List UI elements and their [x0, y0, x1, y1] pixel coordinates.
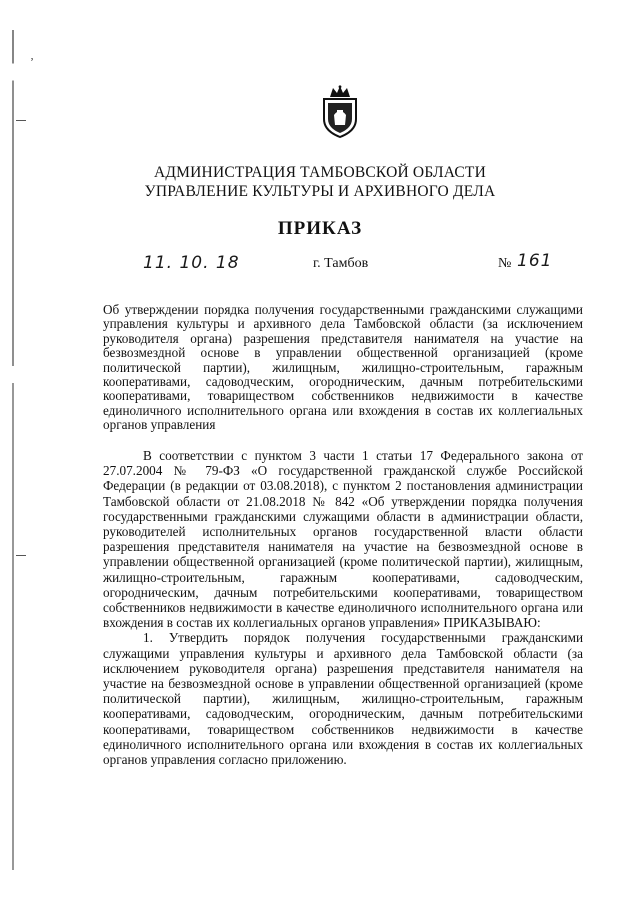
- body-paragraph-preamble: В соответствии с пунктом 3 части 1 статьи 17 Федерального закона от 27.07.2004 № 79-ФЗ «О государственной гражданской службе Российской Федерации (в редакции от 03.08.2018), с пунктом 2 постановления администрации Тамбовской области от 21.08.2018 № 842 «Об утверждении порядка получения государственными гражданскими служащими области в администрации области, руководителей исполнительных органов государственной власти области разрешения представителя нанимателя на участие на безвозмездной основе в управлении общественной организацией (кроме политической партии), жилищным, жилищно-строительным, гаражным кооперативами, садоводческим, огородническим, дачным потребительскими кооперативами, товариществом собственников недвижимости в качестве единоличного исполнительного органа или вхождения в состав их коллегиальных органов управления» ПРИКАЗЫВАЮ:: [103, 448, 583, 631]
- document-subject: Об утверждении порядка получения государственными гражданскими служащими управления культуры и архивного дела Тамбовской области (за исключением руководителя органа) разрешения представителя нанимателя на участие на безвозмездной основе в управлении общественной организацией (кроме политической партии), жилищным, жилищно-строительным, гаражным кооперативами, садоводческим, огородническим, дачным потребительскими кооперативами, товариществом собственников недвижимости в качестве единоличного исполнительного органа или вхождения в состав их коллегиальных органов управления: [103, 302, 583, 433]
- document-title: ПРИКАЗ: [277, 218, 363, 239]
- coat-of-arms-icon: [320, 85, 360, 139]
- number-sign: №: [498, 256, 512, 271]
- body-paragraph-item-1: 1. Утвердить порядок получения государственными гражданскими служащими управления культуры и архивного дела Тамбовской области (за исключением руководителя органа) разрешения представителя нанимателя на участие на безвозмездной основе в управлении общественной организацией (кроме политической партии), жилищным, жилищно-строительным, гаражным кооперативами, садоводческим, огородническим, дачным потребительскими кооперативами, товариществом собственников недвижимости в качестве единоличного исполнительного органа или вхождения в состав их коллегиальных органов управления согласно приложению.: [103, 630, 583, 768]
- scan-edge: [12, 30, 14, 870]
- scan-tick: [16, 120, 26, 121]
- scan-mark-icon: ʼ: [30, 55, 34, 69]
- document-date: 11. 10. 18: [143, 253, 240, 273]
- document-number: 161: [517, 251, 553, 271]
- header-line-administration: АДМИНИСТРАЦИЯ ТАМБОВСКОЙ ОБЛАСТИ: [154, 164, 486, 181]
- header-line-department: УПРАВЛЕНИЕ КУЛЬТУРЫ И АРХИВНОГО ДЕЛА: [144, 183, 496, 200]
- document-body: [103, 448, 583, 767]
- document-city: г. Тамбов: [313, 256, 369, 271]
- scan-tick: [16, 555, 26, 556]
